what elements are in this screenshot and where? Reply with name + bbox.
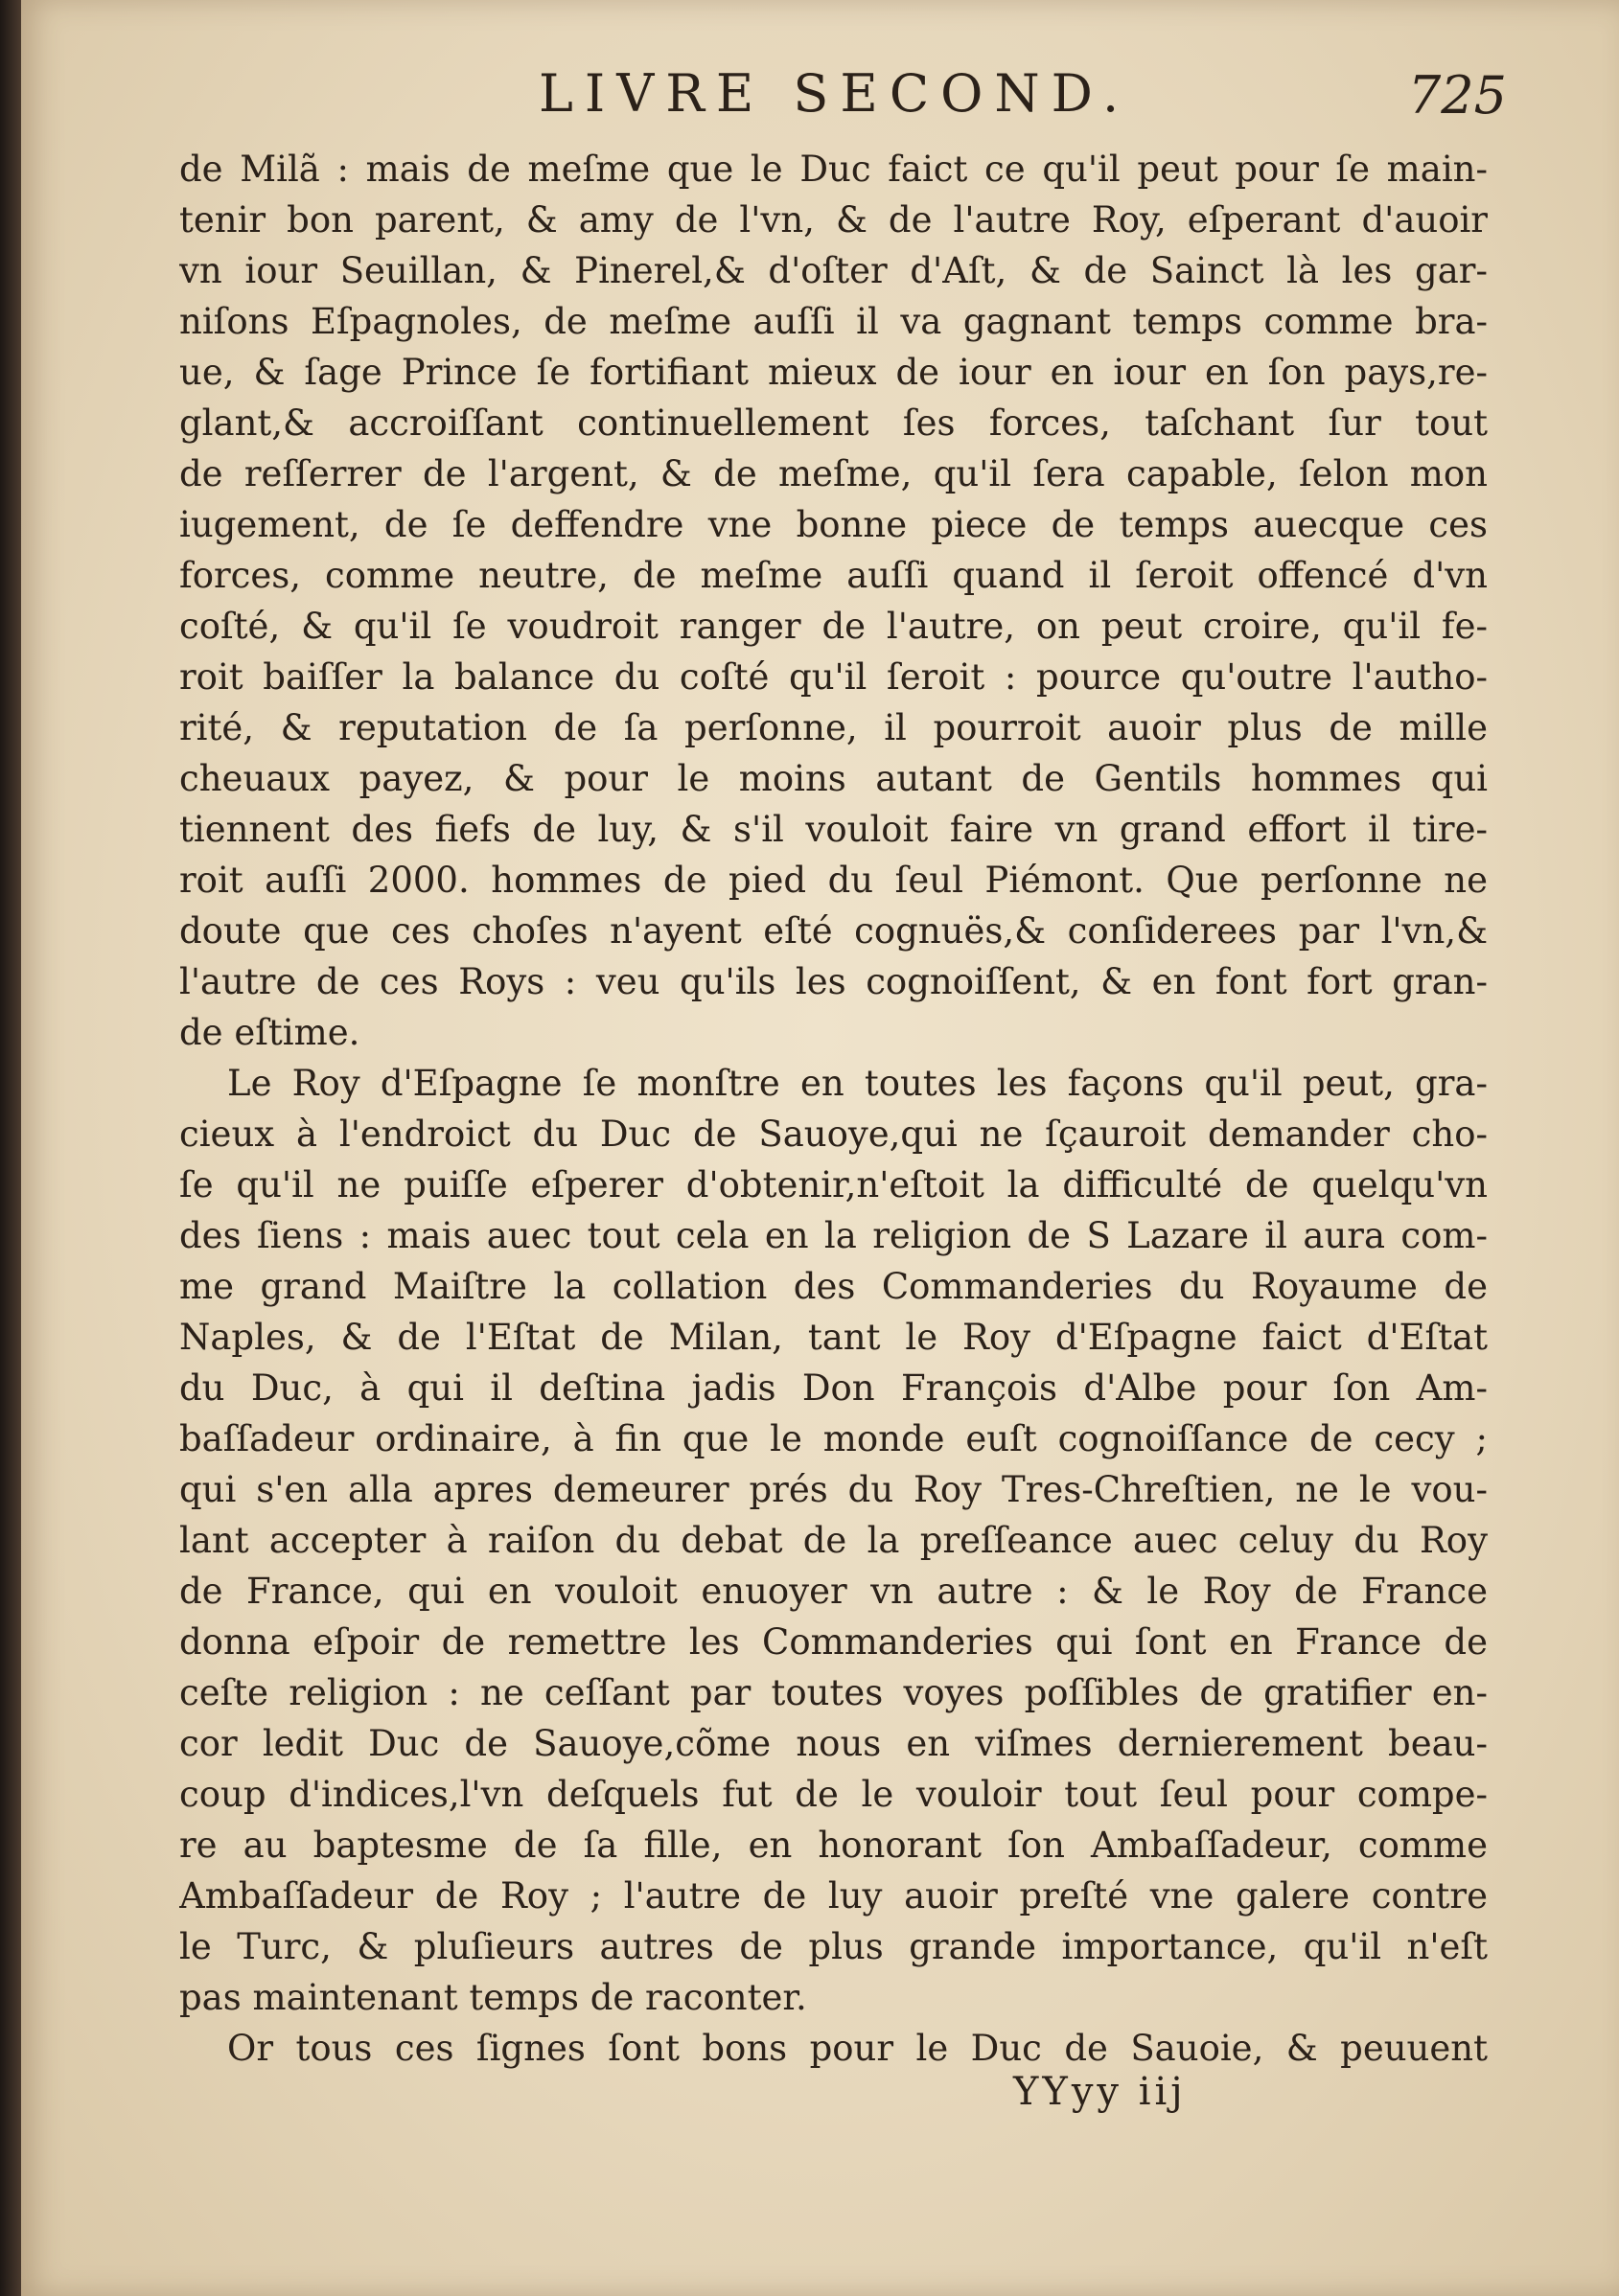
text-line: forces, comme neutre, de meſme auſſi quand il ſeroit offencé d'vn [179,555,1488,596]
text-line: roit baiſſer la balance du coſté qu'il ſeroit : pource qu'outre l'autho- [179,656,1488,698]
text-line: re au baptesme de ſa fille, en honorant ſon Ambaſſadeur, comme [179,1825,1488,1866]
text-line: de France, qui en vouloit enuoyer vn autre : & le Roy de France [179,1571,1488,1612]
text-line: iugement, de ſe deffendre vne bonne piece de temps auecque ces [179,504,1488,545]
text-line: Naples, & de l'Eſtat de Milan, tant le Roy d'Eſpagne faict d'Eſtat [179,1317,1488,1358]
text-line: de reſſerrer de l'argent, & de meſme, qu'il ſera capable, ſelon mon [179,453,1488,494]
text-line: Ambaſſadeur de Roy ; l'autre de luy auoir preſté vne galere contre [179,1875,1488,1917]
text-line: qui s'en alla apres demeurer prés du Roy Tres-Chreſtien, ne le vou- [179,1469,1488,1510]
text-line: tiennent des fiefs de luy, & s'il vouloit faire vn grand effort il tire- [179,809,1488,850]
text-line: des ſiens : mais auec tout cela en la religion de S Lazare il aura com- [179,1215,1488,1256]
text-line: ſe qu'il ne puiſſe eſperer d'obtenir,n'eſtoit la difficulté de quelqu'vn [179,1164,1488,1205]
text-line: l'autre de ces Roys : veu qu'ils les cognoiſſent, & en font fort gran- [179,961,1488,1002]
page-number: 725 [1407,65,1507,126]
text-line: niſons Eſpagnoles, de meſme auſſi il va gagnant temps comme bra- [179,301,1488,342]
body-text [179,144,1488,2074]
text-line: lant accepter à raiſon du debat de la preſſeance auec celuy du Roy [179,1520,1488,1561]
text-line: de Milã : mais de meſme que le Duc faict ce qu'il peut pour ſe main- [179,149,1488,190]
text-line: vn iour Seuillan, & Pinerel,& d'oſter d'Aſt, & de Sainct là les gar- [179,250,1488,291]
text-line: coſté, & qu'il ſe voudroit ranger de l'autre, on peut croire, qu'il fe- [179,606,1488,647]
text-line: pas maintenant temps de raconter. [179,1977,807,2018]
text-line: cheuaux payez, & pour le moins autant de Gentils hommes qui [179,758,1488,799]
text-line: donna eſpoir de remettre les Commanderies qui ſont en France de [179,1621,1488,1663]
running-title: LIVRE SECOND. [539,63,1131,124]
text-line: cor ledit Duc de Sauoye,cõme nous en viſmes dernierement beau- [179,1723,1488,1764]
text-line: le Turc, & pluſieurs autres de plus grande importance, qu'il n'eſt [179,1926,1488,1967]
page-header [165,56,1507,132]
text-line: ue, & ſage Prince ſe fortifiant mieux de iour en iour en ſon pays,re- [179,352,1488,393]
signature-mark: YYyy iij [1013,2070,1187,2114]
text-line: roit auſſi 2000. hommes de pied du ſeul Piémont. Que perſonne ne [179,860,1488,901]
page-footer [179,2070,1488,2137]
text-line: cieux à l'endroict du Duc de Sauoye,qui ne ſçauroit demander cho- [179,1114,1488,1155]
text-line: baſſadeur ordinaire, à fin que le monde euſt cognoiſſance de cecy ; [179,1418,1488,1459]
text-line: du Duc, à qui il deſtina jadis Don François d'Albe pour ſon Am- [179,1367,1488,1409]
text-line: doute que ces choſes n'ayent eſté cognuës,& conſiderees par l'vn,& [179,910,1488,952]
text-line: Or tous ces ſignes ſont bons pour le Duc de Sauoie, & peuuent [227,2028,1488,2069]
text-line: Le Roy d'Eſpagne ſe monſtre en toutes les façons qu'il peut, gra- [227,1063,1488,1104]
text-line: me grand Maiſtre la collation des Commanderies du Royaume de [179,1266,1488,1307]
text-line: rité, & reputation de ſa perſonne, il pourroit auoir plus de mille [179,707,1488,748]
text-line: glant,& accroiſſant continuellement ſes forces, taſchant ſur tout [179,402,1488,444]
text-line: ceſte religion : ne ceſſant par toutes voyes poſſibles de gratifier en- [179,1672,1488,1713]
text-line: tenir bon parent, & amy de l'vn, & de l'autre Roy, eſperant d'auoir [179,199,1488,241]
binding-edge [0,0,21,2296]
text-line: de eſtime. [179,1012,360,1053]
text-line: coup d'indices,l'vn deſquels fut de le vouloir tout ſeul pour compe- [179,1774,1488,1815]
book-page [21,0,1619,2296]
